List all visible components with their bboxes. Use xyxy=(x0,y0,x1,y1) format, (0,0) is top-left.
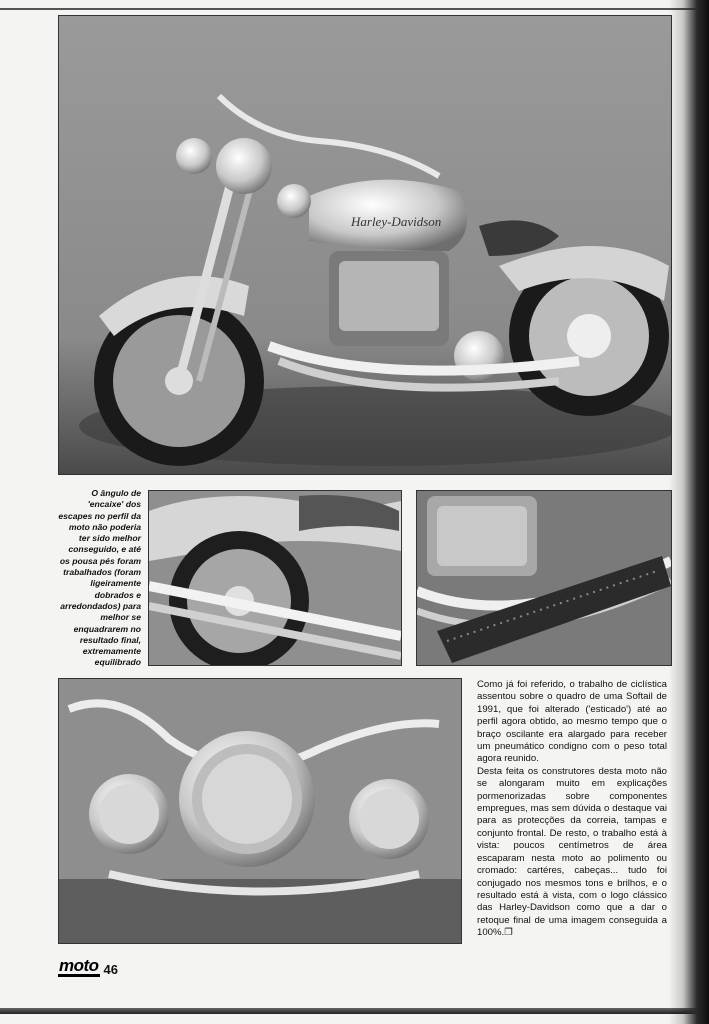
rear-wheel-illustration xyxy=(149,491,401,665)
top-rule xyxy=(0,8,709,10)
article-paragraph-2-text: Desta feita os construtores desta moto não se alongaram muito em explicações pormenorizadas sobre componentes empregues, mas sem dúvida o destaque vai para as protecções da correia, tampas e conjunto frontal. De resto, o trabalho está à vista: poucos centímetros de área escaparam nesta moto ao polimento ou cromado: cartéres, cabeças... tudo foi conjugado nos mesmos tons e brilhos, e o resultado está à vista, com o logo clássico das Harley-Davidson como que a dar o retoque final de uma imagem conseguida a 100%. xyxy=(477,765,667,939)
magazine-logo: moto xyxy=(59,956,99,975)
article-paragraph-1: Como já foi referido, o trabalho de ciclística assentou sobre o quadro de uma Softail de 1991, que foi alterado ('esticado') até ao perfil agora obtido, ao mesmo tempo que o braço oscilante era alargado para receber um pneumático condigno com o peso total agora reunido. xyxy=(477,679,667,765)
footboard-illustration xyxy=(417,491,671,665)
bottom-rule xyxy=(0,1008,709,1014)
rear-wheel-detail-photo xyxy=(148,490,402,666)
headlights-illustration xyxy=(59,679,461,943)
footboard-detail-photo xyxy=(416,490,672,666)
page-footer xyxy=(58,957,118,977)
motorcycle-side-illustration xyxy=(59,16,671,474)
photo-caption: O ângulo de 'encaixe' dos escapes no perfil da moto não poderia ter sido melhor conseguido, e até os pousa pés foram trabalhados (foram ligeiramente dobrados e arredondados) para melhor se enquadrarem no resultado final, extremamente equilibrado xyxy=(58,488,141,668)
page-edge-shadow xyxy=(669,0,709,1024)
page-number: 46 xyxy=(103,962,119,977)
end-mark: ❐ xyxy=(504,927,513,939)
tank-logo: Harley-Davidson xyxy=(351,214,442,229)
motorcycle-side-photo xyxy=(58,15,672,475)
article-paragraph-2 xyxy=(477,766,667,940)
headlights-detail-photo xyxy=(58,678,462,944)
article-body xyxy=(477,679,667,940)
